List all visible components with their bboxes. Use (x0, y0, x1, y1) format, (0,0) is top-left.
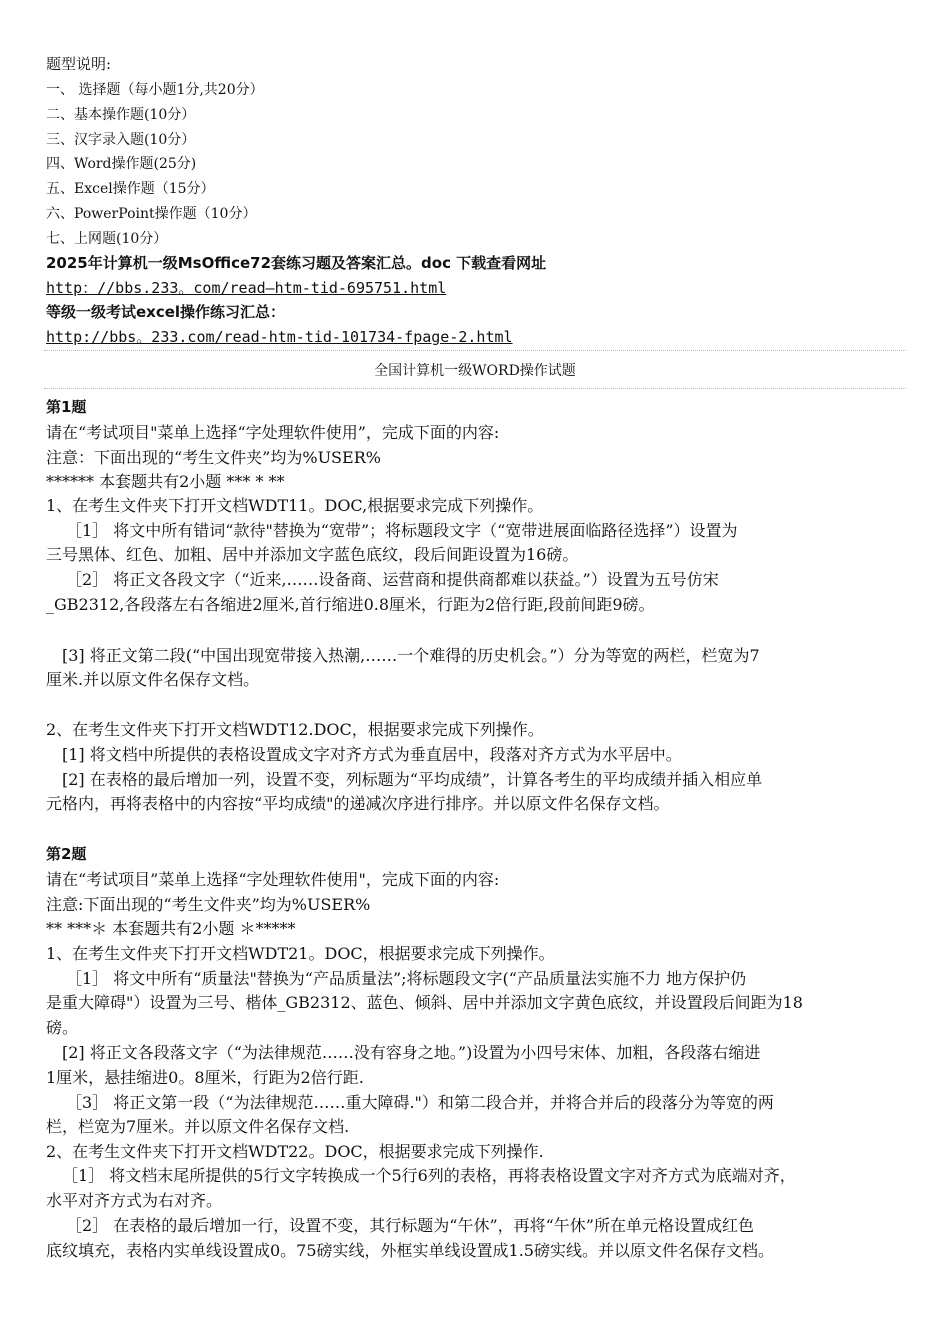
question-1-line: 三号黑体、红色、加粗、居中并添加文字蓝色底纹，段后间距设置为16磅。 (46, 545, 579, 564)
question-2-line: ［2］ 在表格的最后增加一行，设置不变，其行标题为“午休”，再将“午休”所在单元格设置成红色 (66, 1216, 754, 1235)
download-title: 2025年计算机一级MsOffice72套练习题及答案汇总。doc 下载查看网址 (46, 254, 547, 272)
question-1-line: 注意：下面出现的“考生文件夹”均为%USER% (46, 448, 381, 467)
intro-item: 三、汉字录入题(10分） (46, 132, 196, 148)
intro-item: 四、Word操作题(25分) (46, 156, 197, 172)
question-1-line: 2、在考生文件夹下打开文档WDT12.DOC，根据要求完成下列操作。 (46, 720, 544, 739)
intro-item: 二、基本操作题(10分） (46, 107, 196, 123)
question-1-line: 请在“考试项目"菜单上选择“字处理软件使用”，完成下面的内容: (46, 423, 500, 442)
intro-item: 五、Excel操作题（15分） (46, 181, 215, 197)
question-1-line: 厘米.并以原文件名保存文档。 (46, 670, 260, 689)
question-2-line: 1、在考生文件夹下打开文档WDT21。DOC，根据要求完成下列操作。 (46, 944, 555, 963)
question-2-line: ［3］ 将正文第一段（“为法律规范……重大障碍."）和第二段合并，并将合并后的段落分为等宽的两 (66, 1093, 774, 1112)
download-link[interactable]: http：//bbs.233。com/read—htm-tid-695751.html (46, 279, 447, 297)
question-2-line: 磅。 (46, 1018, 79, 1037)
question-1-line: [2] 在表格的最后增加一列，设置不变，列标题为“平均成绩”，计算各考生的平均成绩并插入相应单 (62, 770, 763, 789)
intro-item: 六、PowerPoint操作题（10分） (46, 206, 257, 222)
question-2-line: 请在“考试项目”菜单上选择“字处理软件使用"，完成下面的内容: (46, 870, 500, 889)
question-1-line: ［1］ 将文中所有错词“款待"替换为“宽带”；将标题段文字（“宽带进展面临路径选择”）设置为 (66, 521, 738, 540)
question-2-line: ** ***＊ 本套题共有2小题 ＊***** (46, 919, 296, 938)
excel-practice-link[interactable]: http://bbs。233.com/read-htm-tid-101734-fpage-2.html (46, 328, 513, 346)
question-1-line: [1] 将文档中所提供的表格设置成文字对齐方式为垂直居中，段落对齐方式为水平居中。 (62, 745, 682, 764)
question-2-line: 栏，栏宽为7厘米。并以原文件名保存文档. (46, 1117, 350, 1136)
question-2-line: ［1］ 将文中所有“质量法"替换为“产品质量法”;将标题段文字(“产品质量法实施不力 地方保护仍 (66, 969, 747, 988)
question-1-line: 1、在考生文件夹下打开文档WDT11。DOC,根据要求完成下列操作。 (46, 496, 544, 515)
question-2-line: ［1］ 将文档末尾所提供的5行文字转换成一个5行6列的表格，再将表格设置文字对齐方式为底端对齐， (62, 1166, 796, 1185)
question-2-line: 是重大障碍"）设置为三号、楷体_GB2312、蓝色、倾斜、居中并添加文字黄色底纹，并设置段后间距为18 (46, 993, 803, 1012)
question-1-line: 元格内，再将表格中的内容按“平均成绩"的递减次序进行排序。并以原文件名保存文档。 (46, 794, 670, 813)
question-2-line: 注意:下面出现的“考生文件夹”均为%USER% (46, 895, 371, 914)
question-2-line: 底纹填充，表格内实单线设置成0。75磅实线，外框实单线设置成1.5磅实线。并以原文件名保存文档。 (46, 1241, 774, 1260)
question-2-line: 1厘米，悬挂缩进0。8厘米，行距为2倍行距. (46, 1068, 364, 1087)
question-1-heading: 第1题 (46, 398, 87, 416)
question-2-heading: 第2题 (46, 845, 87, 863)
question-2-line: [2] 将正文各段落文字（“为法律规范……没有容身之地。”)设置为小四号宋体、加粗，各段落右缩进 (62, 1043, 761, 1062)
excel-practice-title: 等级一级考试excel操作练习汇总： (46, 303, 286, 321)
divider (44, 388, 906, 389)
question-1-line: ［2］ 将正文各段文字（“近来,……设备商、运营商和提供商都难以获益。”）设置为五号仿宋 (66, 570, 719, 589)
intro-item: 七、上网题(10分） (46, 231, 168, 247)
intro-heading: 题型说明: (46, 55, 112, 73)
question-1-line: [3] 将正文第二段(“中国出现宽带接入热潮,……一个难得的历史机会。”）分为等宽的两栏，栏宽为7 (62, 646, 760, 665)
question-2-line: 2、在考生文件夹下打开文档WDT22。DOC，根据要求完成下列操作. (46, 1142, 544, 1161)
question-2-line: 水平对齐方式为右对齐。 (46, 1191, 223, 1210)
question-1-line: _GB2312,各段落左右各缩进2厘米,首行缩进0.8厘米，行距为2倍行距,段前间距9磅。 (46, 595, 655, 614)
intro-item: 一、 选择题（每小题1分,共20分） (46, 82, 264, 98)
question-1-line: ****** 本套题共有2小题 *** * ** (46, 472, 285, 491)
section-title: 全国计算机一级WORD操作试题 (374, 363, 576, 379)
divider (44, 350, 906, 351)
